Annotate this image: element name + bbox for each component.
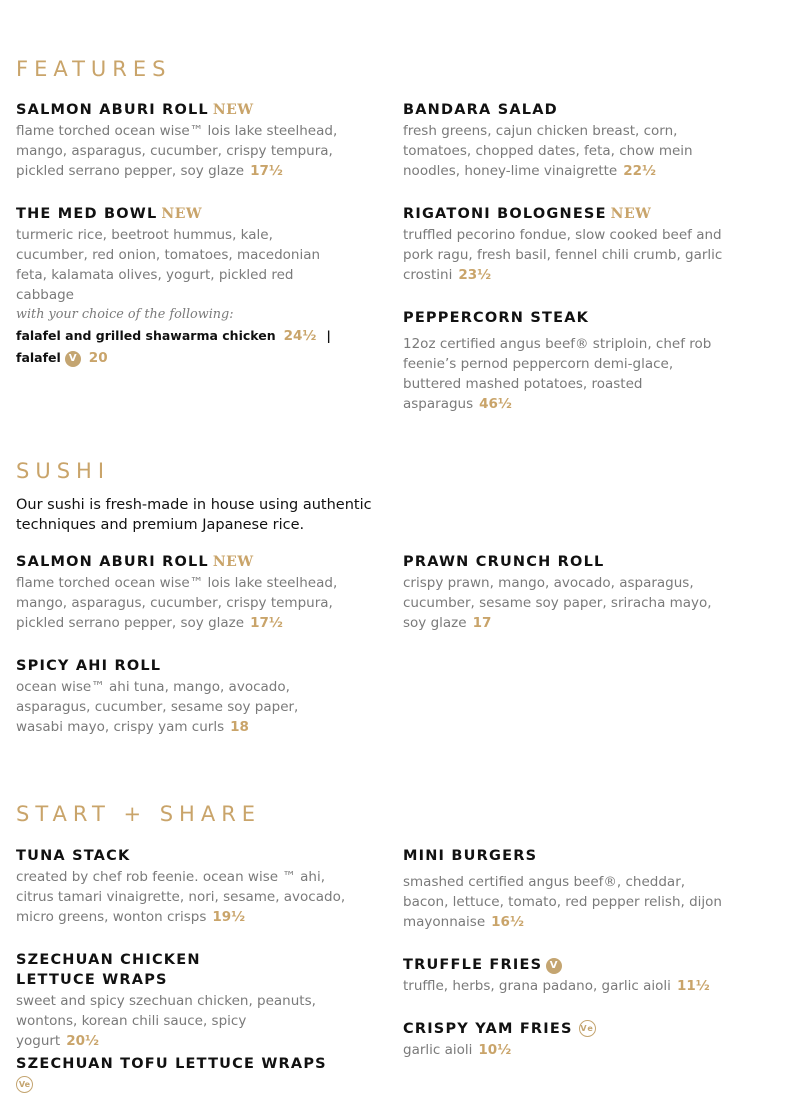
menu-item-tuna-stack [16, 846, 346, 927]
menu-item-salmon-aburi-roll-sushi [16, 552, 346, 633]
item-description [403, 1040, 733, 1060]
item-name [403, 552, 733, 572]
description-text: truffled pecorino fondue, slow cooked beef and pork ragu, fresh basil, fennel chili crumb, garlic crostini [403, 227, 723, 283]
choice-price: 20 [88, 350, 108, 366]
menu-item-prawn-crunch-roll [403, 552, 733, 633]
item-title: SALMON ABURI ROLL [16, 554, 209, 570]
item-price: 16½ [491, 914, 524, 930]
menu-item-szechuan-chicken-wraps [16, 950, 316, 1051]
vegetarian-icon: V [65, 351, 81, 367]
item-name [403, 846, 733, 866]
menu-item-med-bowl [16, 204, 346, 369]
item-description [403, 872, 733, 932]
item-description [403, 225, 733, 285]
item-name [16, 204, 346, 224]
item-price: 17½ [250, 615, 283, 631]
item-description: turmeric rice, beetroot hummus, kale, cucumber, red onion, tomatoes, macedonian feta, kalamata olives, yogurt, pickled red cabbage [16, 227, 321, 303]
item-title: TRUFFLE FRIES [403, 957, 543, 973]
description-text: truffle, herbs, grana padano, garlic aioli [403, 978, 671, 994]
item-title: BANDARA SALAD [403, 102, 558, 118]
menu-item-truffle-fries [403, 955, 733, 996]
item-title: SZECHUAN CHICKEN LETTUCE WRAPS [16, 952, 201, 988]
item-name [16, 846, 346, 866]
new-tag: NEW [212, 554, 254, 570]
item-title: RIGATONI BOLOGNESE [403, 206, 607, 222]
item-price: 18 [230, 719, 249, 735]
menu-item-mini-burgers [403, 846, 733, 932]
item-description [403, 334, 733, 414]
choice-note: with your choice of the following: [16, 307, 234, 322]
description-text: ocean wise™ ahi tuna, mango, avocado, asparagus, cucumber, sesame soy paper, wasabi mayo, crispy yam curls [16, 679, 299, 735]
item-title: SALMON ABURI ROLL [16, 102, 209, 118]
item-price: 10½ [478, 1042, 512, 1058]
item-description [16, 867, 346, 927]
item-title: PEPPERCORN STEAK [403, 310, 590, 326]
menu-item-rigatoni-bolognese [403, 204, 733, 285]
item-name [16, 950, 286, 990]
choice-option-2 [16, 347, 346, 369]
vegan-icon: Ve [16, 1076, 33, 1093]
choice-text: falafel and grilled shawarma chicken [16, 328, 276, 343]
item-name [403, 204, 733, 224]
item-description [16, 121, 346, 181]
description-text: garlic aioli [403, 1042, 473, 1058]
item-price: 22½ [623, 163, 656, 179]
item-title: TUNA STACK [16, 848, 131, 864]
description-text: flame torched ocean wise™ lois lake steelhead, mango, asparagus, cucumber, crispy tempura, pickled serrano pepper, soy glaze [16, 123, 338, 179]
description-text: fresh greens, cajun chicken breast, corn, tomatoes, chopped dates, feta, chow mein noodles, honey-lime vinaigrette [403, 123, 693, 179]
menu-item-crispy-yam-fries [403, 1019, 733, 1060]
description-text: crispy prawn, mango, avocado, asparagus, cucumber, sesame soy paper, sriracha mayo, soy glaze [403, 575, 712, 631]
item-price: 23½ [458, 267, 492, 283]
description-text: sweet and spicy szechuan chicken, peanuts, wontons, korean chili sauce, spicy yogurt [16, 993, 316, 1049]
sushi-intro: Our sushi is fresh-made in house using authentic techniques and premium Japanese rice. [16, 497, 372, 533]
new-tag: NEW [161, 206, 203, 222]
description-text: 12oz certified angus beef® striploin, chef rob feenie’s pernod peppercorn demi-glace, buttered mashed potatoes, roasted asparagus [403, 336, 712, 412]
item-description [403, 121, 733, 181]
description-text: flame torched ocean wise™ lois lake steelhead, mango, asparagus, cucumber, crispy tempura, pickled serrano pepper, soy glaze [16, 575, 338, 631]
item-title: PRAWN CRUNCH ROLL [403, 554, 605, 570]
menu-item-salmon-aburi-roll [16, 100, 346, 181]
choice-price: 24½ [283, 328, 317, 344]
item-description [16, 677, 346, 737]
item-price: 17 [472, 615, 492, 631]
section-title-sushi: SUSHI [16, 459, 111, 483]
choice-text: falafel [16, 350, 61, 365]
item-price: 11½ [676, 978, 710, 994]
item-name [16, 552, 346, 572]
item-name [403, 955, 733, 975]
item-name [16, 1054, 346, 1074]
item-price: 46½ [479, 396, 512, 412]
item-description [403, 573, 733, 633]
item-title: SZECHUAN TOFU LETTUCE WRAPS [16, 1056, 327, 1072]
item-title: CRISPY YAM FRIES [403, 1021, 573, 1037]
new-tag: NEW [610, 206, 652, 222]
item-name [403, 100, 733, 120]
item-description [16, 991, 316, 1051]
vegetarian-icon: V [546, 958, 562, 974]
item-name [16, 656, 346, 676]
item-price: 17½ [250, 163, 283, 179]
item-description [16, 573, 346, 633]
new-tag: NEW [212, 102, 254, 118]
description-text: smashed certified angus beef®, cheddar, bacon, lettuce, tomato, red pepper relish, dijon mayonnaise [403, 874, 722, 930]
separator: | [326, 328, 331, 343]
item-title: MINI BURGERS [403, 848, 538, 864]
menu-item-szechuan-tofu-wraps [16, 1054, 346, 1093]
section-title-features: FEATURES [16, 57, 172, 81]
item-name [16, 100, 346, 120]
item-title: SPICY AHI ROLL [16, 658, 162, 674]
vegan-icon: Ve [579, 1020, 596, 1037]
item-name [403, 308, 733, 328]
choice-option-1 [16, 325, 346, 347]
item-name [403, 1019, 733, 1039]
item-price: 20½ [66, 1033, 99, 1049]
item-price: 19½ [212, 909, 246, 925]
menu-item-spicy-ahi-roll [16, 656, 346, 737]
description-text: created by chef rob feenie. ocean wise ™ ahi, citrus tamari vinaigrette, nori, sesame, avocado, micro greens, wonton crisps [16, 869, 346, 925]
menu-item-bandara-salad [403, 100, 733, 181]
section-title-start-share: START + SHARE [16, 802, 262, 826]
item-description [403, 976, 733, 996]
menu-item-peppercorn-steak [403, 308, 733, 414]
item-title: THE MED BOWL [16, 206, 158, 222]
